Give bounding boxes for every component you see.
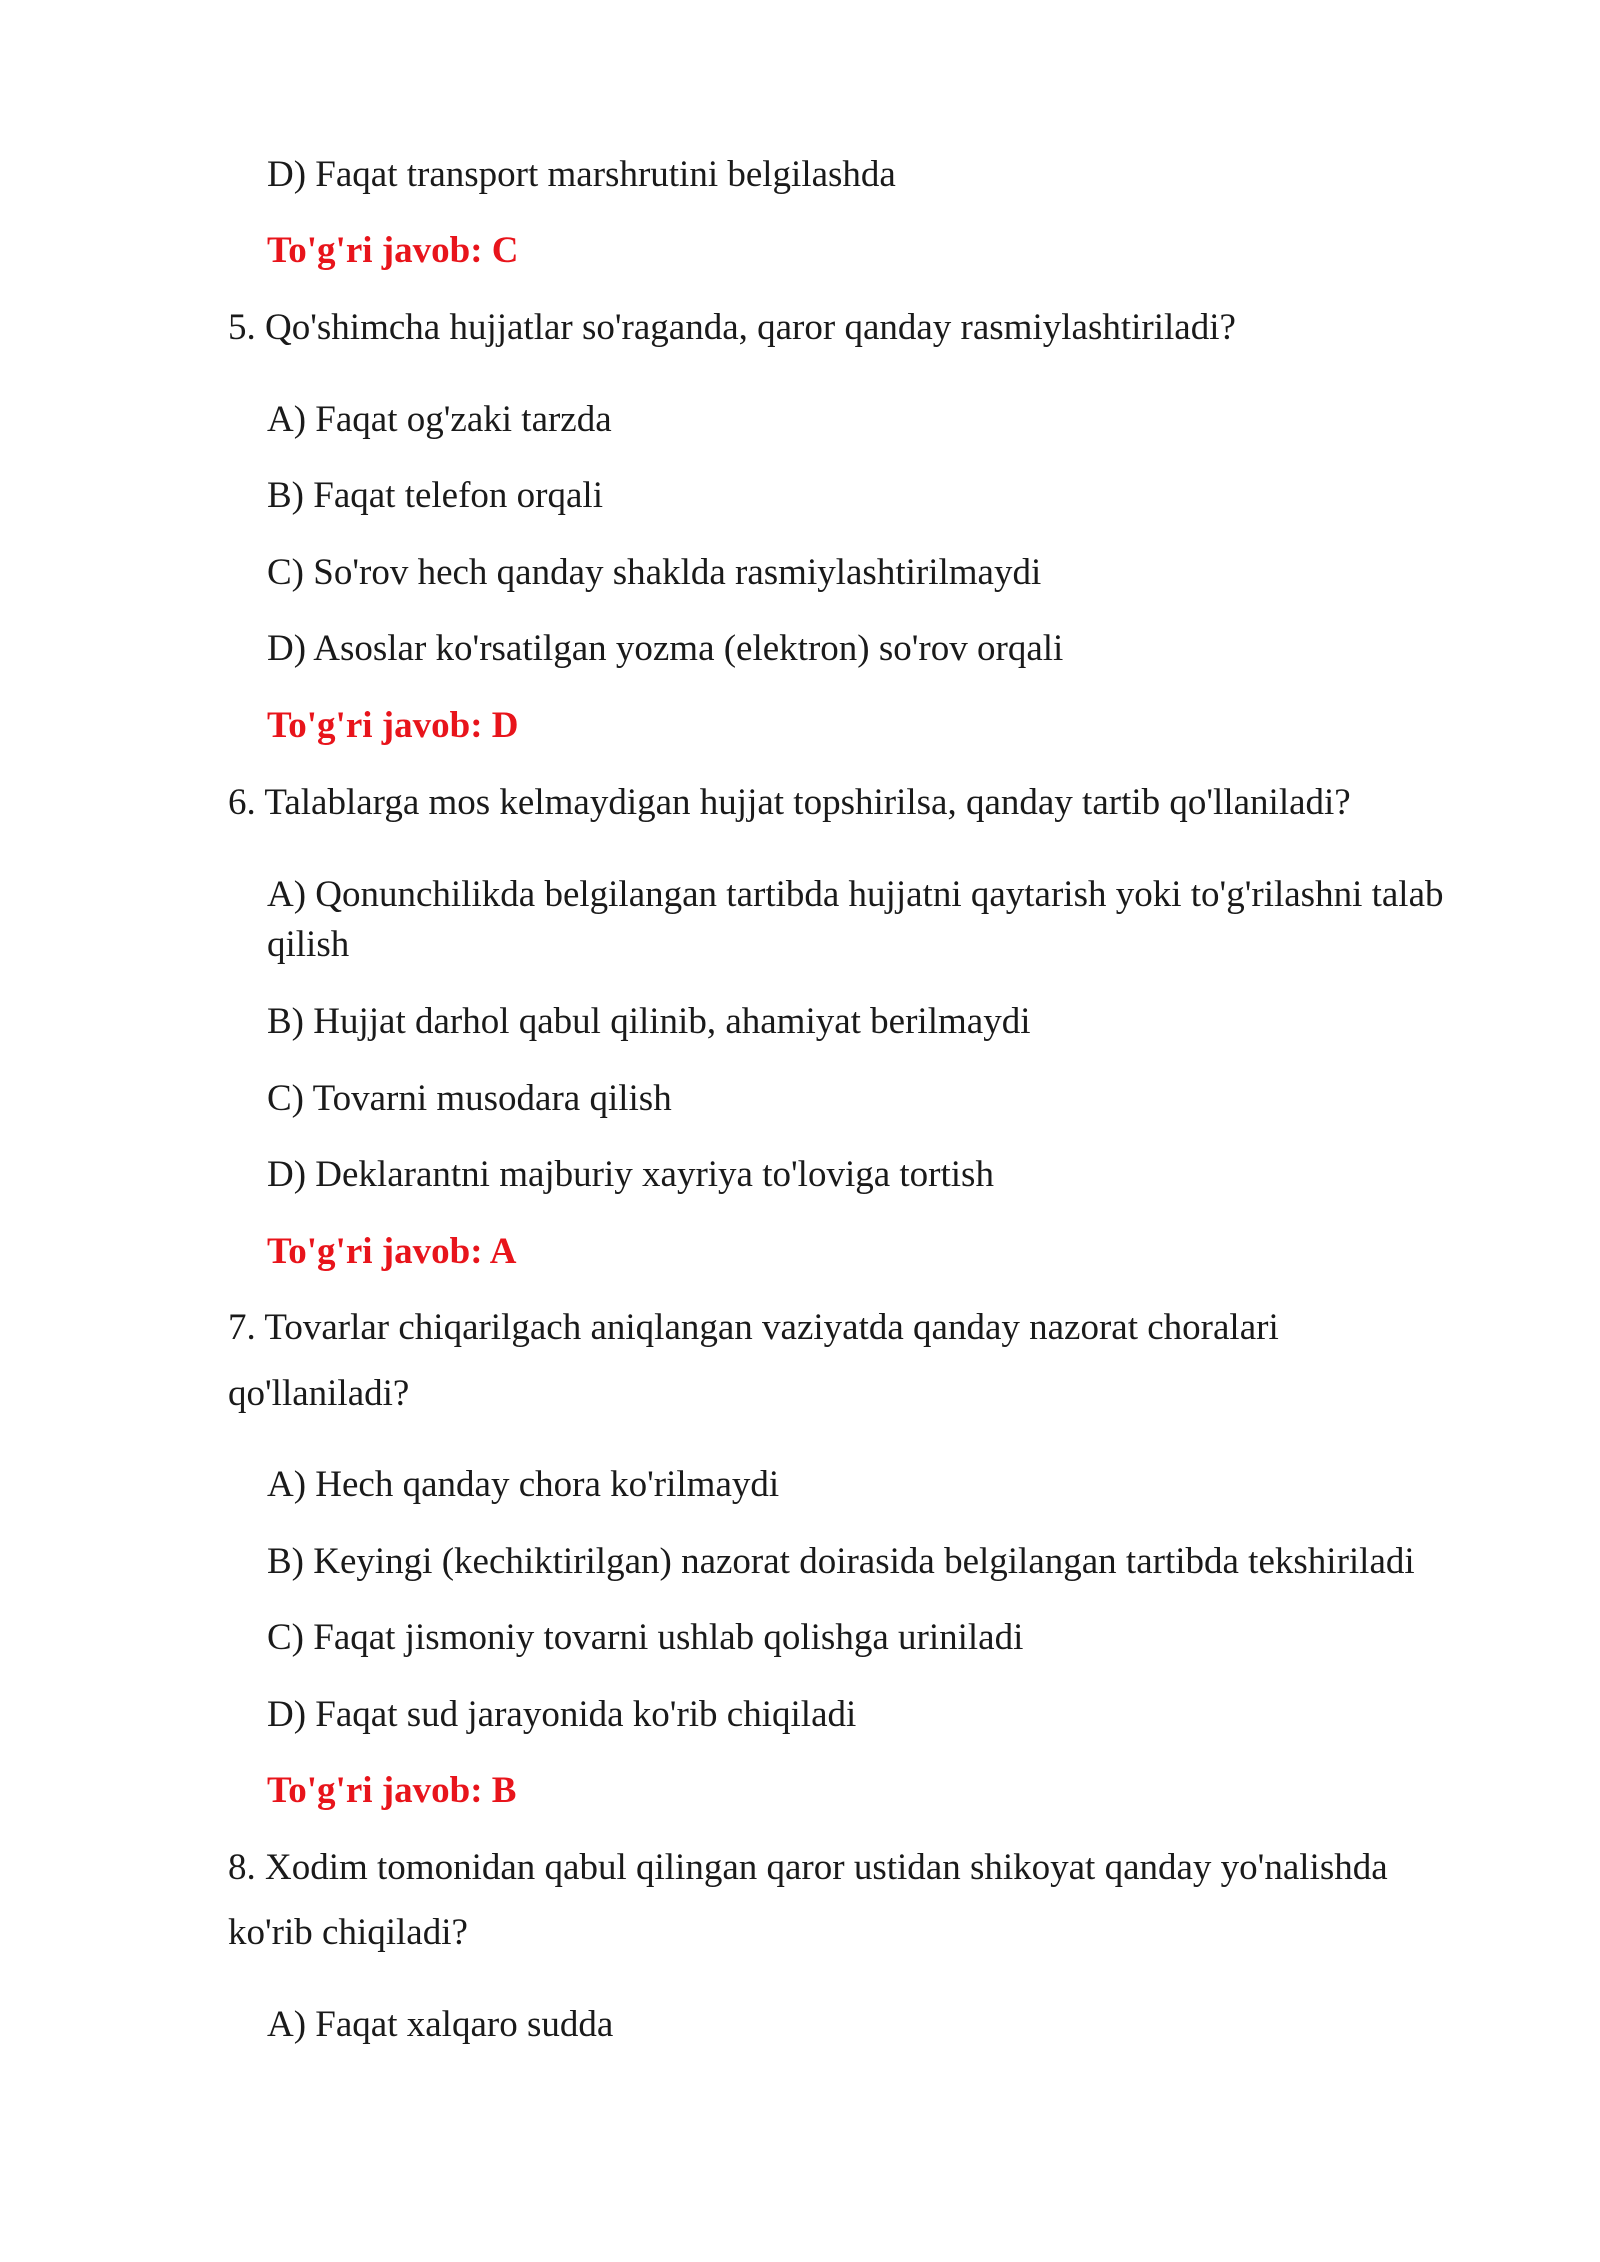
q8-option-a: A) Faqat xalqaro sudda xyxy=(267,2004,614,2045)
question-7-line-1: 7. Tovarlar chiqarilgach aniqlangan vaziyatda qanday nazorat choralari xyxy=(228,1307,1279,1348)
question-5: 5. Qo'shimcha hujjatlar so'raganda, qaror qanday rasmiylashtiriladi? xyxy=(228,307,1236,348)
q6-correct-answer: To'g'ri javob: A xyxy=(267,1231,517,1272)
question-8-line-1: 8. Xodim tomonidan qabul qilingan qaror ustidan shikoyat qanday yo'nalishda xyxy=(228,1847,1388,1888)
q5-option-c: C) So'rov hech qanday shaklda rasmiylashtirilmaydi xyxy=(267,552,1042,593)
question-8-line-2: ko'rib chiqiladi? xyxy=(228,1912,468,1953)
q7-option-a: A) Hech qanday chora ko'rilmaydi xyxy=(267,1464,780,1505)
q5-option-a: A) Faqat og'zaki tarzda xyxy=(267,399,612,440)
q5-correct-answer: To'g'ri javob: D xyxy=(267,705,519,746)
q6-option-d: D) Deklarantni majburiy xayriya to'loviga tortish xyxy=(267,1154,994,1195)
q5-option-b: B) Faqat telefon orqali xyxy=(267,475,603,516)
q5-option-d: D) Asoslar ko'rsatilgan yozma (elektron) so'rov orqali xyxy=(267,628,1064,669)
prev-option-d: D) Faqat transport marshrutini belgilashda xyxy=(267,154,896,195)
prev-correct-answer: To'g'ri javob: C xyxy=(267,230,519,271)
question-6: 6. Talablarga mos kelmaydigan hujjat topshirilsa, qanday tartib qo'llaniladi? xyxy=(228,782,1351,823)
question-7-line-2: qo'llaniladi? xyxy=(228,1373,410,1414)
q7-option-c: C) Faqat jismoniy tovarni ushlab qolishga uriniladi xyxy=(267,1617,1024,1658)
q7-option-b: B) Keyingi (kechiktirilgan) nazorat doirasida belgilangan tartibda tekshiriladi xyxy=(267,1541,1415,1582)
q6-option-b: B) Hujjat darhol qabul qilinib, ahamiyat berilmaydi xyxy=(267,1001,1031,1042)
q7-correct-answer: To'g'ri javob: B xyxy=(267,1770,517,1811)
q6-option-c: C) Tovarni musodara qilish xyxy=(267,1078,672,1119)
q6-option-a: A) Qonunchilikda belgilangan tartibda hujjatni qaytarish yoki to'g'rilashni talab qilish xyxy=(267,874,1444,965)
q7-option-d: D) Faqat sud jarayonida ko'rib chiqiladi xyxy=(267,1694,857,1735)
